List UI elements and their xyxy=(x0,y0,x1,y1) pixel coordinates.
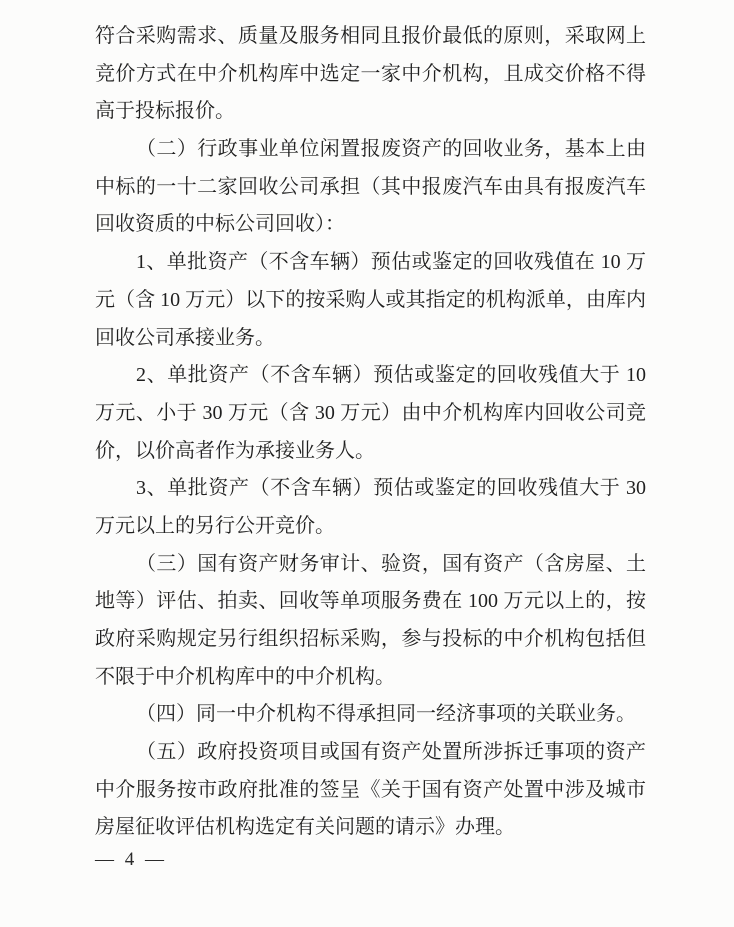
text-line: 3、单批资产（不含车辆）预估或鉴定的回收残值大于 30 xyxy=(136,477,646,500)
text-line: 2、单批资产（不含车辆）预估或鉴定的回收残值大于 10 xyxy=(136,364,646,387)
text-line: （五）政府投资项目或国有资产处置所涉拆迁事项的资产 xyxy=(136,741,646,764)
text-line: 1、单批资产（不含车辆）预估或鉴定的回收残值在 10 万 xyxy=(136,251,646,274)
text-line: 万元以上的另行公开竞价。 xyxy=(95,514,335,537)
text-line: 回收资质的中标公司回收）： xyxy=(95,213,345,236)
text-line: 竞价方式在中介机构库中选定一家中介机构，且成交价格不得 xyxy=(95,62,646,85)
text-line: （四）同一中介机构不得承担同一经济事项的关联业务。 xyxy=(136,703,636,726)
text-line: （二）行政事业单位闲置报废资产的回收业务，基本上由 xyxy=(136,138,646,161)
text-line: 万元、小于 30 万元（含 30 万元）由中介机构库内回收公司竞 xyxy=(95,401,646,424)
text-line: 政府采购规定另行组织招标采购，参与投标的中介机构包括但 xyxy=(95,628,646,650)
text-line: 中介服务按市政府批准的签呈《关于国有资产处置中涉及城市 xyxy=(95,778,646,801)
text-line: 中标的一十二家回收公司承担（其中报废汽车由具有报废汽车 xyxy=(95,175,646,198)
page-number: — 4 — xyxy=(95,849,167,870)
text-line: 房屋征收评估机构选定有关问题的请示》办理。 xyxy=(95,816,515,839)
text-line: 符合采购需求、质量及服务相同且报价最低的原则，采取网上 xyxy=(95,25,646,47)
text-line: 元（含 10 万元）以下的按采购人或其指定的机构派单，由库内 xyxy=(95,288,646,311)
text-line: 价，以价高者作为承接业务人。 xyxy=(95,439,375,462)
text-line: 地等）评估、拍卖、回收等单项服务费在 100 万元以上的，按 xyxy=(95,590,646,613)
text-line: 高于投标报价。 xyxy=(95,100,235,123)
text-line: 回收公司承接业务。 xyxy=(95,326,275,349)
text-line: 不限于中介机构库中的中介机构。 xyxy=(95,665,395,688)
text-line: （三）国有资产财务审计、验资，国有资产（含房屋、土 xyxy=(136,552,646,575)
text-block xyxy=(95,18,646,847)
